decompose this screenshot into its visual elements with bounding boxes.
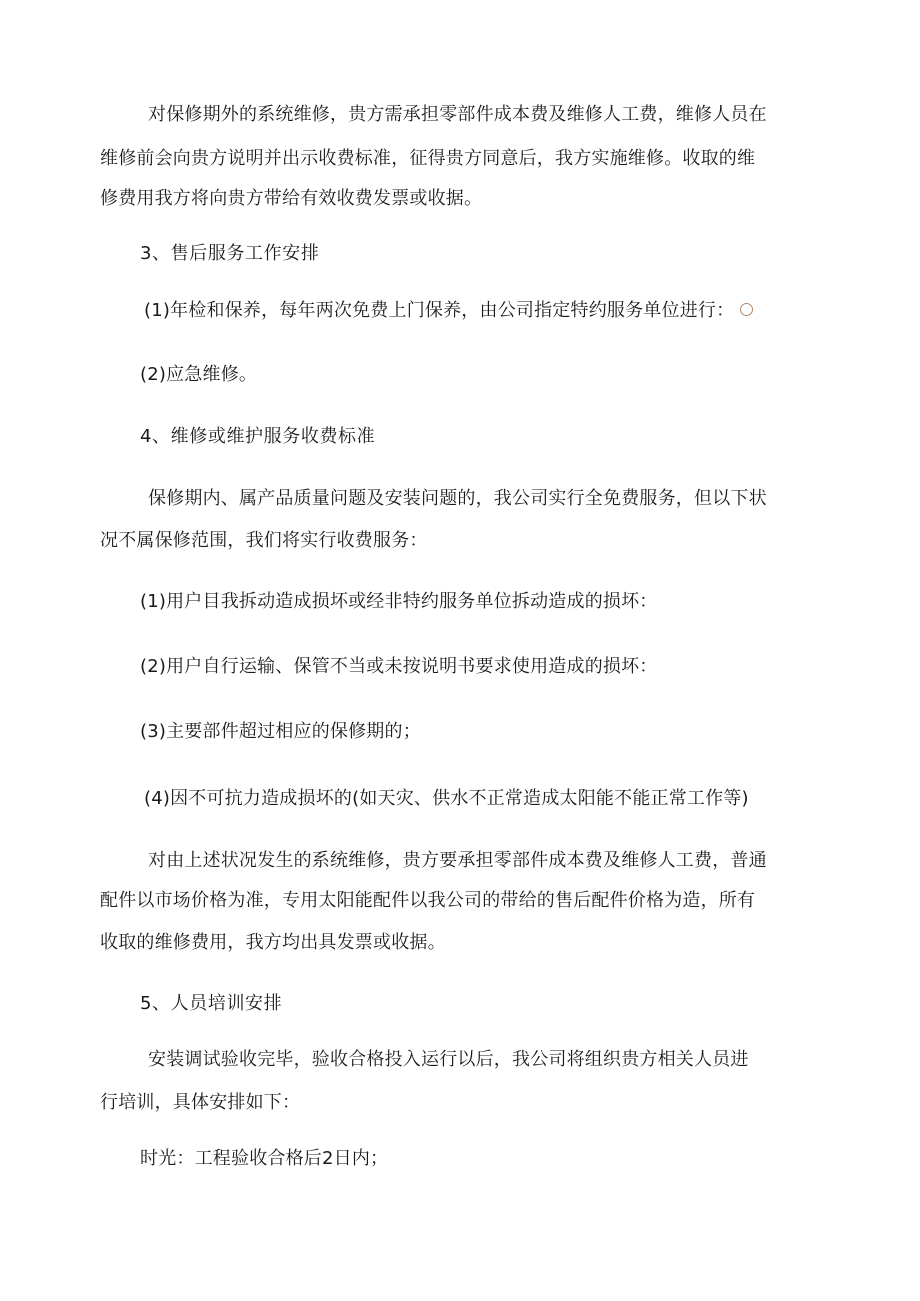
paragraph-3-line-2: 配件以市场价格为准，专用太阳能配件以我公司的带给的售后配件价格为造，所有	[100, 890, 756, 911]
training-time-line: 时光：工程验收合格后2日内；	[140, 1148, 389, 1169]
paragraph-3-line-1: 对由上述状况发生的系统维修，贵方要承担零部件成本费及维修人工费，普通	[148, 850, 767, 871]
section-4-heading: 4、维修或维护服务收费标准	[140, 426, 376, 447]
item-3-1	[144, 298, 753, 324]
circle-marker-icon	[740, 303, 753, 316]
paragraph-2-line-1: 保修期内、属产品质量问题及安装问题的，我公司实行全免费服务，但以下状	[148, 488, 767, 509]
paragraph-4-line-2: 行培训，具体安排如下：	[100, 1092, 301, 1113]
paragraph-2-line-2: 况不属保修范围，我们将实行收费服务：	[100, 530, 428, 551]
paragraph-1-line-2: 维修前会向贵方说明并出示收费标准，征得贵方同意后，我方实施维修。收取的维	[100, 148, 756, 169]
section-5-heading: 5、人员培训安排	[140, 993, 283, 1014]
paragraph-1-line-1: 对保修期外的系统维修，贵方需承担零部件成本费及维修人工费，维修人员在	[148, 104, 767, 125]
section-3-heading: 3、售后服务工作安排	[140, 243, 320, 264]
paragraph-3-line-3: 收取的维修费用，我方均出具发票或收据。	[100, 932, 446, 953]
item-4-2: (2)用户自行运输、保管不当或未按说明书要求使用造成的损坏：	[140, 656, 658, 677]
item-3-2: (2)应急维修。	[140, 364, 258, 385]
paragraph-1-line-3: 修费用我方将向贵方带给有效收费发票或收据。	[100, 188, 483, 209]
item-4-1: (1)用户目我拆动造成损坏或经非特约服务单位拆动造成的损坏：	[140, 591, 658, 612]
item-4-4: (4)因不可抗力造成损坏的(如天灾、供水不正常造成太阳能不能正常工作等)	[144, 788, 749, 809]
item-3-1-text: (1)年检和保养，每年两次免费上门保养，由公司指定特约服务单位进行：	[144, 300, 735, 321]
paragraph-4-line-1: 安装调试验收完毕，验收合格投入运行以后，我公司将组织贵方相关人员进	[148, 1049, 749, 1070]
item-4-3: (3)主要部件超过相应的保修期的；	[140, 721, 421, 742]
